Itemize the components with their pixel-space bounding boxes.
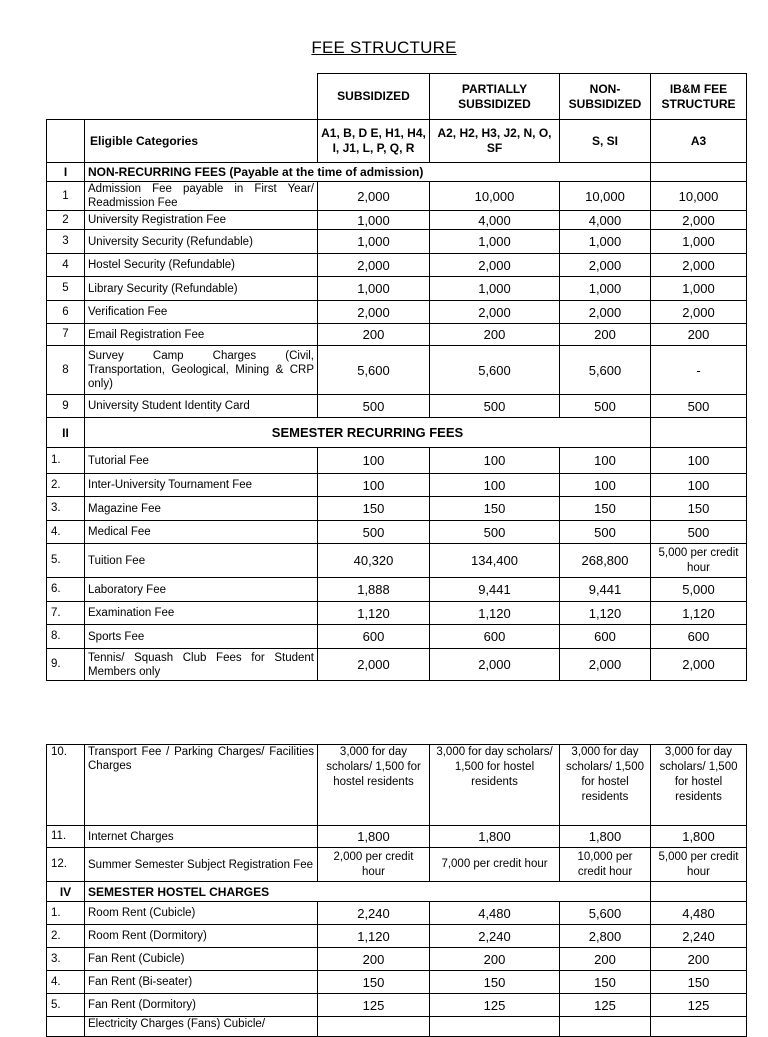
fee-value: 150: [318, 971, 430, 994]
row-label: Library Security (Refundable): [85, 277, 318, 301]
table-row: [47, 578, 747, 602]
fee-value: 2,000: [430, 301, 560, 324]
row-label: Room Rent (Cubicle): [85, 902, 318, 925]
fee-value: 4,480: [430, 902, 560, 925]
fee-value: 1,000: [318, 230, 430, 254]
fee-value: 125: [651, 994, 747, 1017]
fee-value: 200: [318, 324, 430, 346]
table-row: [47, 211, 747, 230]
row-number: 5: [47, 277, 85, 301]
row-label: Medical Fee: [85, 521, 318, 544]
fee-value: 1,000: [651, 277, 747, 301]
fee-value: 10,000: [560, 182, 651, 211]
fee-value: 2,240: [318, 902, 430, 925]
fee-value: 1,000: [560, 277, 651, 301]
fee-value: 2,000: [560, 301, 651, 324]
eligible-value: S, SI: [560, 120, 651, 163]
column-header: PARTIALLY SUBSIDIZED: [430, 74, 560, 120]
fee-value: 1,000: [430, 277, 560, 301]
table-row: [47, 925, 747, 948]
fee-value: 2,000: [318, 301, 430, 324]
row-number: 4.: [47, 521, 85, 544]
row-number: 11.: [47, 826, 85, 848]
fee-value: 2,800: [560, 925, 651, 948]
table-row: [47, 745, 747, 826]
fee-value: 2,000: [430, 649, 560, 681]
fee-value: 2,000: [651, 301, 747, 324]
fee-value: 100: [651, 448, 747, 474]
fee-value: 125: [318, 994, 430, 1017]
fee-value: 2,000: [318, 182, 430, 211]
fee-value: 1,000: [651, 230, 747, 254]
fee-value: 4,480: [651, 902, 747, 925]
row-label: Inter-University Tournament Fee: [85, 474, 318, 497]
fee-value: 9,441: [430, 578, 560, 602]
fee-value: 200: [318, 948, 430, 971]
row-label: Internet Charges: [85, 826, 318, 848]
fee-value: 2,000: [318, 649, 430, 681]
fee-value: 4,000: [430, 211, 560, 230]
fee-value: 150: [560, 971, 651, 994]
fee-value: 1,120: [318, 925, 430, 948]
fee-value: 3,000 for day scholars/ 1,500 for hostel residents: [651, 745, 747, 826]
row-label: Transport Fee / Parking Charges/ Facilities Charges: [85, 745, 318, 826]
fee-value: 125: [560, 994, 651, 1017]
row-label: Fan Rent (Cubicle): [85, 948, 318, 971]
eligible-label: Eligible Categories: [85, 120, 318, 163]
fee-value: 500: [318, 521, 430, 544]
fee-value: 7,000 per credit hour: [430, 848, 560, 882]
table-row: [47, 474, 747, 497]
section-header: [47, 882, 747, 902]
fee-value: 5,600: [560, 346, 651, 395]
section-header: [47, 163, 747, 182]
row-label: Tutorial Fee: [85, 448, 318, 474]
fee-value: 2,000 per credit hour: [318, 848, 430, 882]
fee-value: 150: [651, 497, 747, 521]
fee-value: 100: [651, 474, 747, 497]
row-number: 3.: [47, 948, 85, 971]
table-row: [47, 395, 747, 418]
fee-value: 1,000: [430, 230, 560, 254]
row-number: 1: [47, 182, 85, 211]
fee-value: 500: [318, 395, 430, 418]
fee-value: 100: [318, 474, 430, 497]
table-row: [47, 602, 747, 625]
row-label: University Student Identity Card: [85, 395, 318, 418]
table-row: [47, 625, 747, 649]
column-header: NON-SUBSIDIZED: [560, 74, 651, 120]
table-row: [47, 497, 747, 521]
row-label: Laboratory Fee: [85, 578, 318, 602]
page-title: FEE STRUCTURE: [311, 38, 457, 57]
row-label: Sports Fee: [85, 625, 318, 649]
fee-value: 1,000: [318, 211, 430, 230]
table-row: [47, 544, 747, 578]
fee-value: 1,888: [318, 578, 430, 602]
row-label: Survey Camp Charges (Civil, Transportation, Geological, Mining & CRP only): [85, 346, 318, 395]
table-row: [47, 826, 747, 848]
row-number: 1.: [47, 448, 85, 474]
table-row: [47, 182, 747, 211]
section-number: II: [47, 418, 85, 448]
fee-value: 2,000: [430, 254, 560, 277]
row-number: 8.: [47, 625, 85, 649]
fee-value: 200: [560, 948, 651, 971]
fee-value: 5,000 per credit hour: [651, 544, 747, 578]
header-row: [47, 74, 747, 120]
table-row: [47, 848, 747, 882]
fee-value: 500: [560, 521, 651, 544]
fee-value: 1,000: [318, 277, 430, 301]
table-row: [47, 994, 747, 1017]
section-number: I: [47, 163, 85, 182]
column-header: IB&M FEE STRUCTURE: [651, 74, 747, 120]
table-row: [47, 254, 747, 277]
fee-value: 200: [560, 324, 651, 346]
row-number: 9: [47, 395, 85, 418]
fee-value: 2,240: [430, 925, 560, 948]
fee-value: 5,600: [318, 346, 430, 395]
fee-value: 150: [651, 971, 747, 994]
fee-value: 500: [430, 395, 560, 418]
row-number: 3: [47, 230, 85, 254]
fee-value: 5,600: [430, 346, 560, 395]
row-label: Summer Semester Subject Registration Fee: [85, 848, 318, 882]
fee-value: 1,800: [560, 826, 651, 848]
row-label: Email Registration Fee: [85, 324, 318, 346]
fee-value: 3,000 for day scholars/ 1,500 for hostel residents: [318, 745, 430, 826]
table-row: [47, 346, 747, 395]
eligible-value: A3: [651, 120, 747, 163]
fee-value: 134,400: [430, 544, 560, 578]
table-row: [47, 301, 747, 324]
table-row: [47, 448, 747, 474]
table-row: [47, 324, 747, 346]
fee-value: 150: [560, 497, 651, 521]
fee-value: 1,120: [318, 602, 430, 625]
fee-value: 9,441: [560, 578, 651, 602]
row-number: 10.: [47, 745, 85, 826]
section-title: SEMESTER HOSTEL CHARGES: [85, 882, 651, 902]
fee-value: 1,800: [430, 826, 560, 848]
row-label: Verification Fee: [85, 301, 318, 324]
fee-value: 600: [430, 625, 560, 649]
row-number: 7.: [47, 602, 85, 625]
row-label: Fan Rent (Bi-seater): [85, 971, 318, 994]
fee-value: 10,000 per credit hour: [560, 848, 651, 882]
table-row: [47, 277, 747, 301]
fee-value: 3,000 for day scholars/ 1,500 for hostel residents: [560, 745, 651, 826]
row-number: 1.: [47, 902, 85, 925]
fee-value: 3,000 for day scholars/ 1,500 for hostel residents: [430, 745, 560, 826]
fee-value: 2,240: [651, 925, 747, 948]
fee-value: 200: [430, 948, 560, 971]
fee-value: 200: [651, 948, 747, 971]
table-row: [47, 649, 747, 681]
fee-value: 2,000: [651, 211, 747, 230]
fee-value: 100: [560, 474, 651, 497]
row-label: Admission Fee payable in First Year/ Readmission Fee: [85, 182, 318, 211]
fee-value: 600: [651, 625, 747, 649]
row-number: 8: [47, 346, 85, 395]
fee-value: 200: [651, 324, 747, 346]
fee-value: 600: [318, 625, 430, 649]
fee-value: 2,000: [651, 649, 747, 681]
row-number: 6.: [47, 578, 85, 602]
row-label: Room Rent (Dormitory): [85, 925, 318, 948]
row-number: 9.: [47, 649, 85, 681]
fee-value: 2,000: [318, 254, 430, 277]
fee-value: 500: [651, 521, 747, 544]
fee-value: 1,120: [430, 602, 560, 625]
row-number: 4: [47, 254, 85, 277]
fee-value: 100: [560, 448, 651, 474]
table-row: [47, 230, 747, 254]
fee-value: 150: [430, 971, 560, 994]
row-number: 5.: [47, 544, 85, 578]
eligible-value: A1, B, D E, H1, H4, I, J1, L, P, Q, R: [318, 120, 430, 163]
row-label: University Registration Fee: [85, 211, 318, 230]
row-number: 12.: [47, 848, 85, 882]
fee-value: 100: [430, 448, 560, 474]
fee-value: 40,320: [318, 544, 430, 578]
row-number: 2.: [47, 474, 85, 497]
fee-value: 150: [318, 497, 430, 521]
row-label: Hostel Security (Refundable): [85, 254, 318, 277]
section-header: [47, 418, 747, 448]
row-label: Magazine Fee: [85, 497, 318, 521]
fee-value: 200: [430, 324, 560, 346]
row-number: 3.: [47, 497, 85, 521]
row-label: Examination Fee: [85, 602, 318, 625]
fee-table-continued: [46, 744, 747, 1037]
section-number: IV: [47, 882, 85, 902]
table-row: [47, 971, 747, 994]
fee-value: 268,800: [560, 544, 651, 578]
fee-value: 150: [430, 497, 560, 521]
table-row: [47, 1017, 747, 1037]
fee-value: 600: [560, 625, 651, 649]
row-label: Tennis/ Squash Club Fees for Student Members only: [85, 649, 318, 681]
row-number: 5.: [47, 994, 85, 1017]
section-title: SEMESTER RECURRING FEES: [85, 418, 651, 448]
fee-value: -: [651, 346, 747, 395]
fee-value: 5,000: [651, 578, 747, 602]
row-number: 2: [47, 211, 85, 230]
fee-value: 1,000: [560, 230, 651, 254]
eligible-value: A2, H2, H3, J2, N, O, SF: [430, 120, 560, 163]
fee-value: 10,000: [430, 182, 560, 211]
row-label: Tuition Fee: [85, 544, 318, 578]
column-header: SUBSIDIZED: [318, 74, 430, 120]
fee-value: 1,120: [560, 602, 651, 625]
table-row: [47, 902, 747, 925]
table-row: [47, 948, 747, 971]
row-number: 4.: [47, 971, 85, 994]
fee-value: 5,000 per credit hour: [651, 848, 747, 882]
fee-value: 2,000: [560, 254, 651, 277]
fee-value: 500: [560, 395, 651, 418]
row-number: 2.: [47, 925, 85, 948]
fee-value: 2,000: [560, 649, 651, 681]
fee-value: 10,000: [651, 182, 747, 211]
fee-value: 2,000: [651, 254, 747, 277]
row-label: Electricity Charges (Fans) Cubicle/: [85, 1017, 318, 1037]
fee-table: [46, 73, 747, 681]
fee-value: 1,800: [318, 826, 430, 848]
fee-value: 1,800: [651, 826, 747, 848]
fee-value: 1,120: [651, 602, 747, 625]
fee-value: 4,000: [560, 211, 651, 230]
fee-value: 125: [430, 994, 560, 1017]
row-label: Fan Rent (Dormitory): [85, 994, 318, 1017]
table-row: [47, 521, 747, 544]
fee-value: 5,600: [560, 902, 651, 925]
section-title: NON-RECURRING FEES (Payable at the time of admission): [85, 163, 560, 182]
fee-value: 100: [430, 474, 560, 497]
fee-value: 500: [651, 395, 747, 418]
fee-value: 500: [430, 521, 560, 544]
row-label: University Security (Refundable): [85, 230, 318, 254]
fee-value: 100: [318, 448, 430, 474]
row-number: 6: [47, 301, 85, 324]
eligible-row: [47, 120, 747, 163]
row-number: 7: [47, 324, 85, 346]
